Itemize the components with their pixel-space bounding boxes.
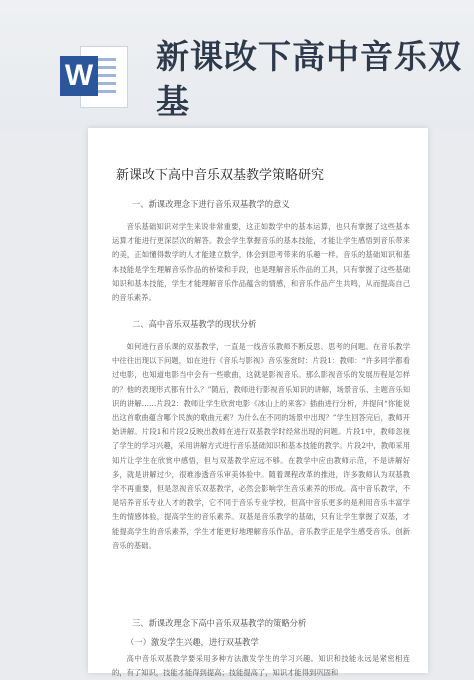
- word-document-icon: [58, 42, 130, 110]
- section3-heading: 三、新课改理念下高中音乐双基教学的策略分析: [132, 618, 307, 628]
- word-icon-badge: W: [60, 56, 98, 96]
- section2-paragraph: 如何进行音乐课的双基教学，一直是一线音乐教师不断反思、思考的问题。在音乐教学中往往出现以下问题，如在进行《音乐与影视》音乐鉴赏时：片段1：教师：“许多同学都看过电影，也知道电影当中会有一些歌曲，这就是影视音乐。那么影视音乐的发展历程是怎样的？他的表现形式都有什么？”随后，教师进行影视音乐知识的讲解，场景音乐、主题音乐知识的讲解……片段2：教师让学生欣赏电影《冰山上的来客》插曲进行分析，并提问“你能说出这首歌曲蕴含哪个民族的歌曲元素？为什么在不同的场景中出现？”学生回答完后，教师开始讲解。片段1和片段2反映出教师在进行双基教学时经常出现的问题。片段1中，教师忽视了学生的学习兴趣，采用讲解方式进行音乐基础知识和基本技能的教学。片段2中，教师采用知片让学生在欣赏中感悟，但与双基教学应远不够。在教学中应由教师示范，不是讲解好多，就是讲解过少，很难渗透音乐审美体验中。随着课程改革的推进，许多教师认为双基教学不再重要，但是忽视音乐双基教学，必然会影响学生音乐素养的形成。高中音乐教学，不是培养音乐专业人才的教学，它不同于音乐专业学校，但高中音乐更多的是利用音乐丰富学生的情感体验，提高学生的音乐素养。双基是音乐教学的基础，只有让学生掌握了双基，才能提高学生的音乐素养，学生才能更好地理解音乐作品，音乐教学正是学生感受音乐、创新音乐的基础。: [112, 342, 410, 550]
- section3-paragraph: 高中音乐双基教学要采用多种方法激发学生的学习兴趣。知识和技能永远是紧密相连的，有了知识，技能才能得到提高；技能提高了，知识才能得到巩固和: [112, 654, 410, 678]
- document-page: [88, 128, 428, 678]
- section1-heading: 一、新课改理念下进行音乐双基教学的意义: [132, 199, 290, 209]
- document-title: 新课改下高中音乐双基教学策略研究: [116, 168, 325, 183]
- section1-paragraph: 音乐基础知识对学生来说非常重要，这正如数学中的基本运算，也只有掌握了这些基本运算才能进行更深层次的解答。教会学生掌握音乐的基本技能，才能让学生感悟到音乐带来的美，正如懂得数学的人才能建立数学，体会到思考带来的乐趣一样。音乐的基础知识和基本技能是学生理解音乐作品的桥梁和手段，也是理解音乐作品的工具，只有掌握了这些基础知识和基本技能，学生才能理解音乐作品蕴含的情感，和音乐作品产生共鸣，从而提高自己的音乐素养。: [112, 222, 410, 303]
- hero-title-line1: 新课改下高中音乐双基: [156, 37, 462, 121]
- section2-heading: 二、高中音乐双基教学的现状分析: [132, 319, 257, 329]
- section3-subheading: （一）激发学生兴趣，进行双基教学: [126, 637, 259, 647]
